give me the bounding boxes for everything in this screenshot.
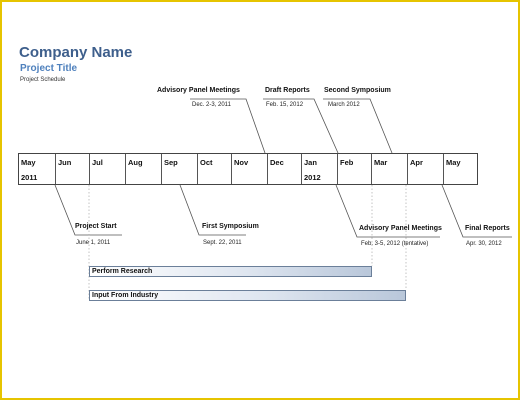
task-input-from-industry (89, 290, 406, 301)
milestone-second-symposium-title: Second Symposium (324, 87, 391, 94)
task-input-from-industry-label: Input From Industry (92, 292, 159, 299)
milestone-project-start-date: June 1, 2011 (76, 240, 111, 246)
month-aug: Aug (125, 154, 162, 184)
month-nov: Nov (231, 154, 268, 184)
month-may-2012: May (443, 154, 478, 184)
month-jun: Jun (55, 154, 90, 184)
milestone-advisory-feb-date: Feb. 3-5, 2012 (tentative) (361, 241, 429, 247)
milestone-second-symposium-date: March 2012 (328, 102, 360, 108)
month-dec: Dec (267, 154, 302, 184)
milestone-final-reports-date: Apr. 30, 2012 (466, 241, 502, 247)
project-title: Project Title (20, 63, 78, 74)
year-2012: 2012 (304, 173, 321, 182)
milestone-draft-reports-title: Draft Reports (265, 87, 310, 94)
milestone-first-symposium-date: Sept. 22, 2011 (203, 240, 242, 246)
milestone-final-reports-title: Final Reports (465, 225, 510, 232)
month-may-2011: May 2011 (21, 158, 38, 182)
month-oct: Oct (197, 154, 232, 184)
milestone-draft-reports-date: Feb. 15, 2012 (266, 102, 304, 108)
month-feb: Feb (337, 154, 372, 184)
timeline-bar (18, 153, 478, 185)
month-apr: Apr (407, 154, 444, 184)
project-schedule-label: Project Schedule (20, 77, 66, 83)
company-name: Company Name (19, 44, 133, 61)
task-perform-research (89, 266, 372, 277)
milestone-advisory-feb-title: Advisory Panel Meetings (359, 225, 442, 232)
year-2011: 2011 (21, 173, 38, 182)
milestone-advisory-dec-title: Advisory Panel Meetings (157, 87, 240, 94)
month-jan-2012: Jan 2012 (301, 154, 338, 184)
month-sep: Sep (161, 154, 198, 184)
month-jul: Jul (89, 154, 126, 184)
milestone-project-start-title: Project Start (75, 223, 117, 230)
milestone-first-symposium-title: First Symposium (202, 223, 259, 230)
month-mar: Mar (371, 154, 408, 184)
milestone-advisory-dec-date: Dec. 2-3, 2011 (192, 102, 231, 108)
task-perform-research-label: Perform Research (92, 268, 153, 275)
